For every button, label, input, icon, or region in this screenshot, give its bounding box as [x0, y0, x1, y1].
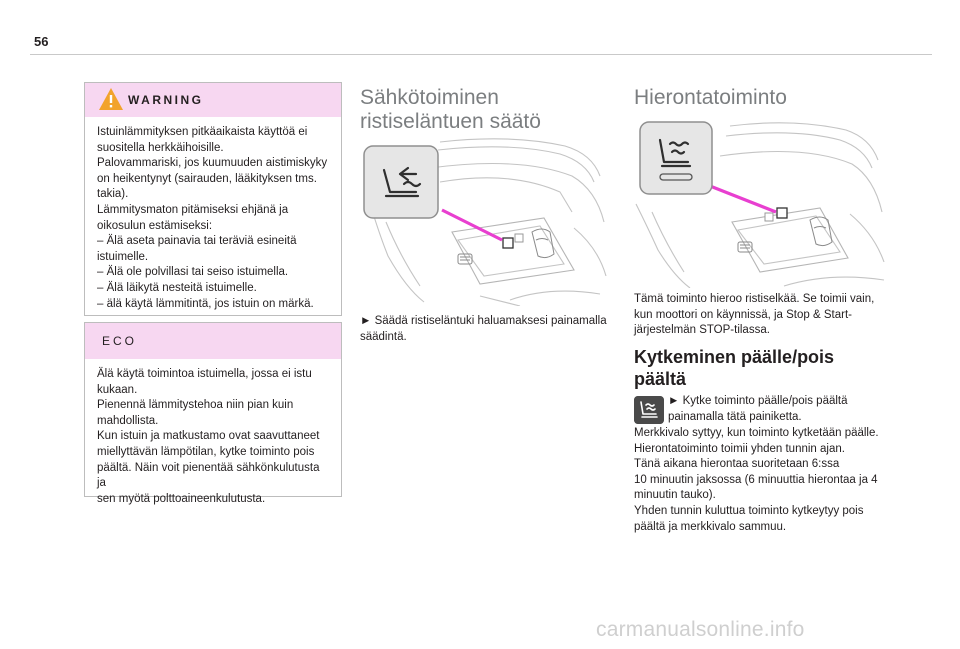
eco-header	[85, 323, 341, 359]
lumbar-section-title	[360, 86, 541, 134]
details-line: Hierontatoiminto toimii yhden tunnin ajan.	[634, 442, 845, 455]
massage-control-button	[777, 208, 787, 218]
lumbar-control-button	[503, 238, 513, 248]
step-line: ► Kytke toiminto päälle/pois päältä	[668, 395, 848, 407]
massage-text-line: järjestelmän STOP-tilassa.	[634, 324, 770, 337]
on-off-step	[668, 394, 894, 425]
lumbar-instruction	[360, 314, 614, 345]
details-line: minuutin tauko).	[634, 489, 716, 502]
massage-button-icon	[634, 396, 664, 424]
warning-line: – Älä aseta painavia tai teräviä esineitä	[97, 235, 297, 248]
warning-line: suositella herkkäihoisille.	[97, 141, 224, 154]
eco-box	[84, 322, 342, 505]
massage-text-line: kun moottori on käynnissä, ja Stop & Start-	[634, 308, 852, 321]
eco-line: sen myötä polttoaineenkulutusta.	[97, 492, 266, 505]
lumbar-text-line: ► Säädä ristiseläntuki haluamaksesi painamalla	[360, 315, 607, 327]
eco-line: miellyttävän lämpötilan, kytke toiminto pois	[97, 445, 315, 458]
subtitle-line: päältä	[634, 369, 687, 389]
details-line: päältä ja merkkivalo sammuu.	[634, 520, 787, 533]
eco-body	[85, 359, 341, 517]
warning-title: WARNING	[128, 93, 204, 107]
details-line: Merkkivalo syttyy, kun toiminto kytketään päälle.	[634, 427, 879, 439]
warning-line: – Älä läikytä nesteitä istuimelle.	[97, 281, 257, 294]
warning-line: Lämmitysmaton pitämiseksi ehjänä ja	[97, 203, 289, 216]
warning-header	[85, 83, 341, 117]
massage-description	[634, 292, 896, 339]
warning-box	[84, 82, 342, 316]
pink-pointer-line	[710, 186, 776, 212]
details-line: 10 minuutin jaksossa (6 minuuttia hierontaa ja 4	[634, 473, 878, 486]
massage-button-frame	[640, 122, 712, 194]
massage-seat-illustration	[634, 116, 886, 288]
massage-details	[634, 426, 904, 535]
lumbar-seat-illustration	[360, 136, 612, 306]
watermark: carmanualsonline.info	[596, 618, 805, 641]
step-line: painamalla tätä painiketta.	[668, 410, 802, 423]
warning-line: istuimelle.	[97, 250, 149, 263]
eco-line: kukaan.	[97, 383, 138, 396]
warning-line: takia).	[97, 188, 129, 201]
eco-line: mahdollista.	[97, 414, 159, 427]
details-line: Tänä aikana hierontaa suoritetaan 6:ssa	[634, 458, 840, 471]
top-divider	[30, 54, 932, 55]
warning-line: – älä käytä lämmitintä, jos istuin on märkä.	[97, 297, 314, 310]
eco-line: päältä. Näin voit pienentää sähkönkulutusta ja	[97, 461, 320, 490]
warning-line: on heikentynyt (sairauden, lääkityksen tms.	[97, 172, 317, 185]
warning-triangle-icon	[98, 87, 124, 111]
eco-line: Pienennä lämmitystehoa niin pian kuin	[97, 399, 294, 412]
lumbar-title-line: Sähkötoiminen	[360, 86, 499, 109]
massage-section-title: Hierontatoiminto	[634, 86, 787, 109]
eco-title: ECO	[102, 334, 138, 348]
warning-line: Istuinlämmityksen pitkäaikaista käyttöä ei	[97, 126, 308, 138]
pink-pointer-line	[442, 210, 502, 240]
lumbar-text-line: säädintä.	[360, 330, 407, 343]
subtitle-line: Kytkeminen päälle/pois	[634, 347, 835, 367]
eco-line: Älä käytä toimintoa istuimella, jossa ei istu	[97, 368, 312, 380]
lumbar-title-line: ristiseläntuen säätö	[360, 110, 541, 133]
warning-line: Palovammariski, jos kuumuuden aistimiskyky	[97, 157, 328, 170]
warning-line: oikosulun estämiseksi:	[97, 219, 213, 232]
warning-body	[85, 117, 341, 322]
on-off-subtitle	[634, 346, 834, 390]
eco-line: Kun istuin ja matkustamo ovat saavuttaneet	[97, 430, 320, 443]
page-number: 56	[34, 34, 49, 49]
massage-text-line: Tämä toiminto hieroo ristiselkää. Se toimii vain,	[634, 293, 875, 305]
lumbar-button-frame	[364, 146, 438, 218]
warning-line: – Älä ole polvillasi tai seiso istuimella.	[97, 266, 289, 279]
details-line: Yhden tunnin kuluttua toiminto kytkeytyy pois	[634, 504, 864, 517]
